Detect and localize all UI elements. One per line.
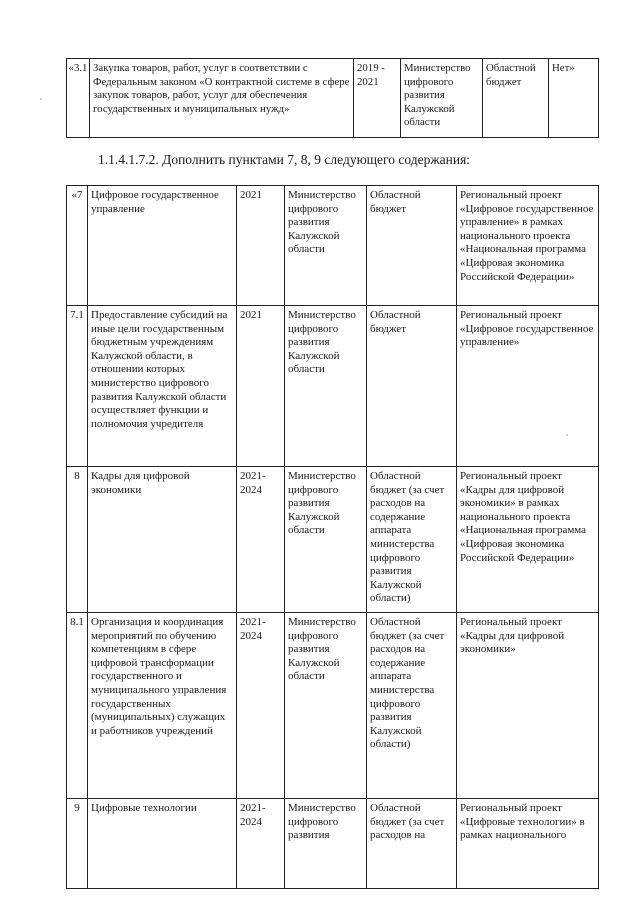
table-row: [67, 186, 599, 306]
table-row: [67, 306, 599, 467]
scan-speck: [40, 98, 42, 100]
funding-source: Областной бюджет (за счет расходов на: [367, 799, 457, 889]
note: Региональный проект «Кадры для цифровой экономики»: [457, 613, 599, 799]
funding-source: Областной бюджет (за счет расходов на содержание аппарата министерства цифрового развития Калужской области): [367, 613, 457, 799]
period: 2021-2024: [237, 613, 285, 799]
executor: Министерство цифрового развития Калужской области: [285, 186, 367, 306]
row-number: «7: [67, 186, 88, 306]
row-number: 8.1: [67, 613, 88, 799]
measure-name: Цифровые технологии: [88, 799, 237, 889]
executor: Министерство цифрового развития Калужской области: [401, 59, 483, 138]
table-row: [67, 613, 599, 799]
executor: Министерство цифрового развития Калужской области: [285, 613, 367, 799]
period: 2021: [237, 186, 285, 306]
period: 2019 - 2021: [354, 59, 401, 138]
row-number: 7.1: [67, 306, 88, 467]
row-number: «3.1: [67, 59, 90, 138]
main-table: [66, 185, 599, 889]
row-number: 9: [67, 799, 88, 889]
top-table: [66, 58, 599, 138]
period: 2021-2024: [237, 467, 285, 613]
scan-speck: [566, 434, 568, 436]
executor: Министерство цифрового развития Калужской области: [285, 467, 367, 613]
note: Нет»: [549, 59, 599, 138]
row-number: 8: [67, 467, 88, 613]
measure-name: Организация и координация мероприятий по обучению компетенциям в сфере цифровой трансформации государственного и муниципального управления государственных (муниципальных) служащих и работников учреждений: [88, 613, 237, 799]
measure-name: Цифровое государственное управление: [88, 186, 237, 306]
funding-source: Областной бюджет: [367, 186, 457, 306]
note: Региональный проект «Цифровое государственное управление» в рамках национального проекта «Национальная программа «Цифровая экономика Российской Федерации»: [457, 186, 599, 306]
note: Региональный проект «Кадры для цифровой экономики» в рамках национального проекта «Национальная программа «Цифровая экономика Российской Федерации»: [457, 467, 599, 613]
funding-source: Областной бюджет: [367, 306, 457, 467]
executor: Министерство цифрового развития Калужской области: [285, 306, 367, 467]
period: 2021-2024: [237, 799, 285, 889]
section-heading: 1.1.4.1.7.2. Дополнить пунктами 7, 8, 9 следующего содержания:: [98, 152, 471, 167]
measure-name: Кадры для цифровой экономики: [88, 467, 237, 613]
table-row: [67, 799, 599, 889]
table-row: [67, 59, 599, 138]
measure-name: Закупка товаров, работ, услуг в соответствии с Федеральным законом «О контрактной системе в сфере закупок товаров, работ, услуг для обеспечения государственных и муниципальных нужд»: [90, 59, 354, 138]
executor: Министерство цифрового развития: [285, 799, 367, 889]
note: Региональный проект «Цифровые технологии» в рамках национального: [457, 799, 599, 889]
measure-name: Предоставление субсидий на иные цели государственным бюджетным учреждениям Калужской области, в отношении которых министерство цифрового развития Калужской области осуществляет функции и полномочия учредителя: [88, 306, 237, 467]
period: 2021: [237, 306, 285, 467]
funding-source: Областной бюджет: [483, 59, 549, 138]
funding-source: Областной бюджет (за счет расходов на содержание аппарата министерства цифрового развития Калужской области): [367, 467, 457, 613]
table-row: [67, 467, 599, 613]
note: Региональный проект «Цифровое государственное управление»: [457, 306, 599, 467]
